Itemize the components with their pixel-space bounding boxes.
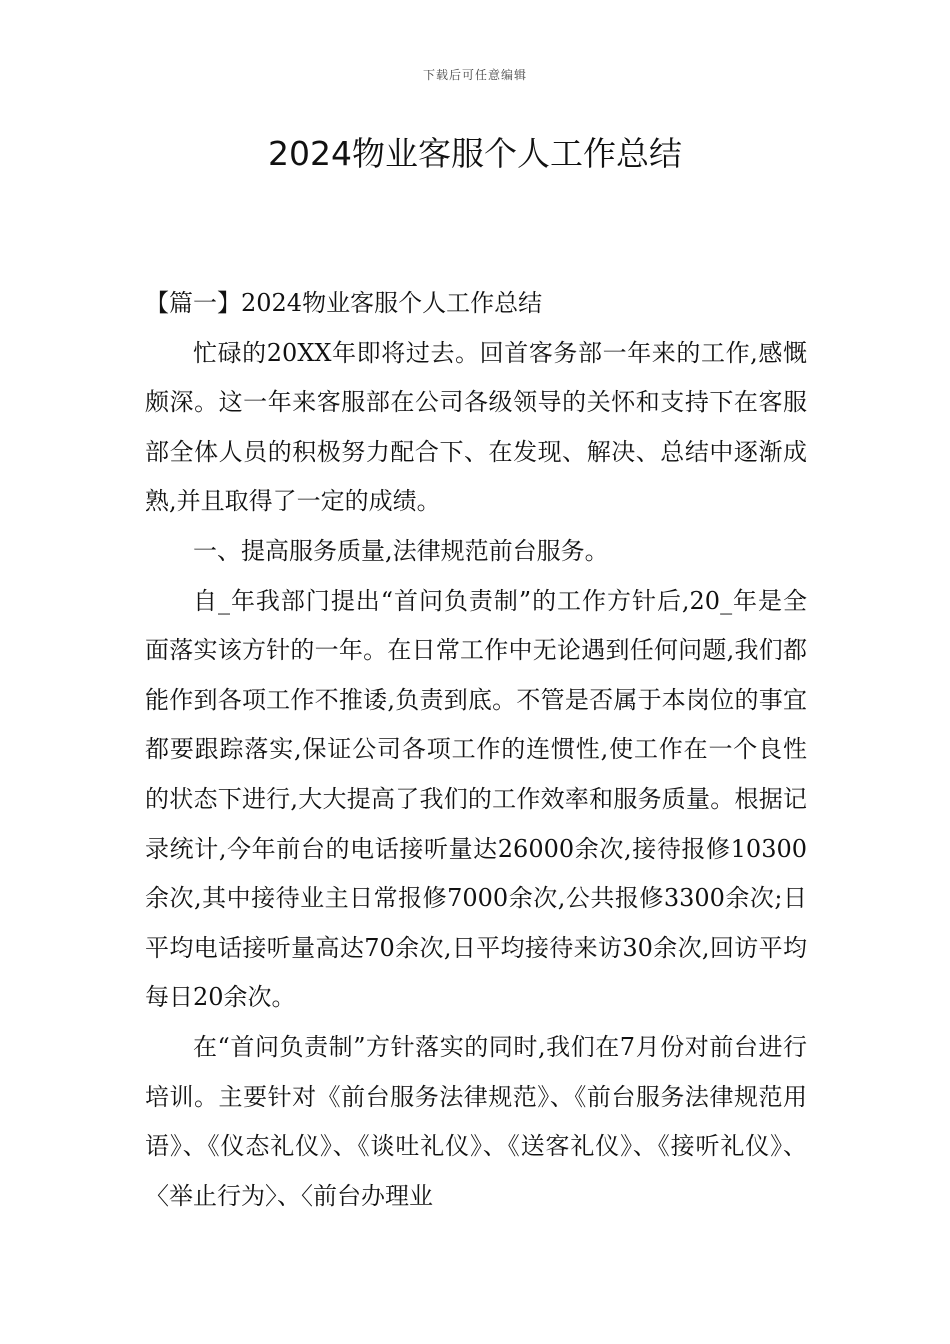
header-note: 下载后可任意编辑 <box>422 68 527 82</box>
document-title: 2024物业客服个人工作总结 <box>268 134 682 173</box>
paragraph-service-statistics: 自_年我部门提出“首问负责制”的工作方针后,20_年是全面落实该方针的一年。在日常工作中无论遇到任何问题,我们都能作到各项工作不推诿,负责到底。不管是否属于本岗位的事宜都要跟踪落实,保证公司各项工作的连惯性,使工作在一个良性的状态下进行,大大提高了我们的工作效率和服务质量。根据记录统计,今年前台的电话接听量达26000余次,接待报修10300余次,其中接待业主日常报修7000余次,公共报修3300余次;日平均电话接听量高达70余次,日平均接待来访30余次,回访平均每日20余次。 <box>145 586 807 1012</box>
paragraph-intro: 忙碌的20XX年即将过去。回首客务部一年来的工作,感慨颇深。这一年来客服部在公司各级领导的关怀和支持下在客服部全体人员的积极努力配合下、在发现、解决、总结中逐渐成熟,并且取得了一定的成绩。 <box>145 338 807 516</box>
document-body <box>145 279 807 1221</box>
paragraph-subheading: 一、提高服务质量,法律规范前台服务。 <box>193 536 609 565</box>
section-heading: 【篇一】2024物业客服个人工作总结 <box>145 289 543 317</box>
paragraph-training: 在“首问负责制”方针落实的同时,我们在7月份对前台进行培训。主要针对《前台服务法律规范》、《前台服务法律规范用语》、《仪态礼仪》、《谈吐礼仪》、《送客礼仪》、《接听礼仪》、〈举止行为〉、〈前台办理业 <box>145 1032 807 1210</box>
